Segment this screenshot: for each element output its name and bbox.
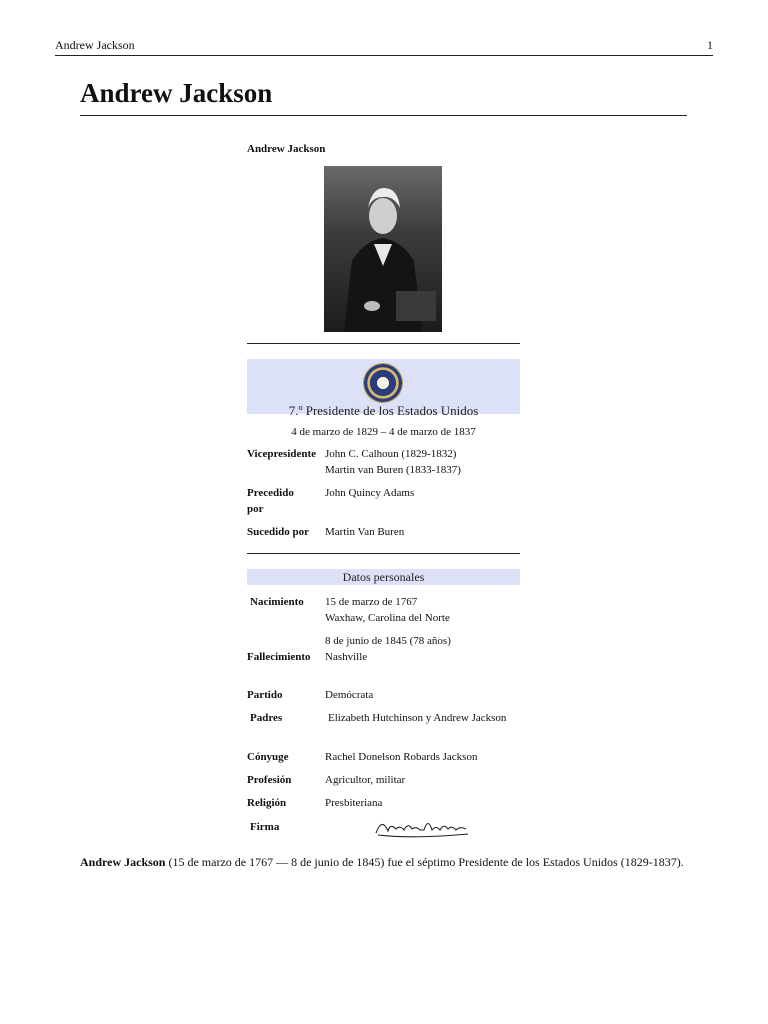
row-value (325, 446, 461, 478)
value-line: 8 de junio de 1845 (78 años) (325, 635, 451, 647)
infobox-divider (247, 553, 520, 554)
office-band (247, 359, 520, 418)
running-head-title: Andrew Jackson (55, 38, 135, 52)
page-number: 1 (707, 38, 713, 52)
office-title: 7.º Presidente de los Estados Unidos (288, 403, 479, 418)
row-label: Fallecimiento (247, 651, 311, 663)
presidential-seal-icon (364, 364, 402, 402)
value-line: Nashville (325, 651, 368, 663)
row-value: Rachel Donelson Robards Jackson (325, 751, 478, 763)
row-label: Nacimiento (250, 596, 304, 608)
intro-text: (15 de marzo de 1767 — 8 de junio de 1845) fue el séptimo Presidente de los Estados Unidos (1829-1837). (165, 855, 684, 869)
row-label: Partido (247, 689, 283, 701)
signature-image (372, 813, 472, 841)
value-line: John C. Calhoun (1829-1832) (325, 448, 457, 460)
intro-bold-name: Andrew Jackson (80, 855, 166, 869)
row-label: Religión (247, 797, 287, 809)
label-line: por (247, 503, 264, 515)
section-header: Datos personales (247, 569, 520, 585)
row-label: Cónyuge (247, 751, 289, 763)
row-value (325, 594, 450, 626)
infobox-name: Andrew Jackson (247, 143, 326, 155)
row-value (325, 633, 451, 665)
row-value: Presbiteriana (325, 797, 383, 809)
row-value: Elizabeth Hutchinson y Andrew Jackson (328, 712, 507, 724)
row-label: Vicepresidente (247, 448, 317, 460)
row-label: Firma (250, 821, 280, 833)
running-head (55, 38, 713, 56)
row-label (247, 485, 323, 517)
row-value: Martin Van Buren (325, 526, 405, 538)
portrait-image (324, 166, 442, 332)
row-label: Padres (250, 712, 283, 724)
row-label: Profesión (247, 774, 292, 786)
row-value: Agricultor, militar (325, 774, 406, 786)
value-line: Martin van Buren (1833-1837) (325, 464, 461, 476)
infobox (247, 143, 520, 833)
row-value: Demócrata (325, 689, 374, 701)
term-dates: 4 de marzo de 1829 – 4 de marzo de 1837 (291, 426, 476, 438)
value-line: 15 de marzo de 1767 (325, 596, 418, 608)
intro-paragraph (80, 852, 687, 872)
label-line: Precedido (247, 487, 294, 499)
row-label: Sucedido por (247, 526, 310, 538)
infobox-divider (247, 343, 520, 344)
value-line: Waxhaw, Carolina del Norte (325, 612, 450, 624)
page-title: Andrew Jackson (80, 78, 687, 116)
row-value: John Quincy Adams (325, 487, 415, 499)
